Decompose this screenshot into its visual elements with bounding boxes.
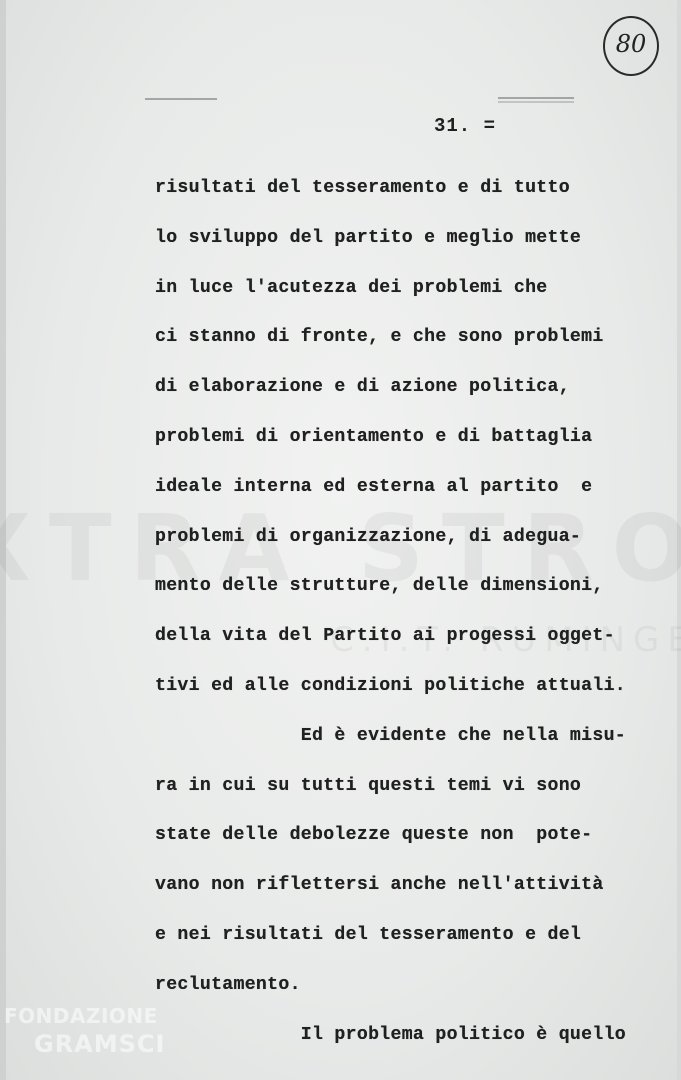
text-line: risultati del tesseramento e di tutto bbox=[155, 178, 570, 198]
text-line: Ed è evidente che nella misu- bbox=[155, 725, 626, 746]
text-line: di elaborazione e di azione politica, bbox=[155, 377, 570, 398]
text-line: reclutamento. bbox=[155, 974, 301, 995]
text-line: problemi di organizzazione, di adegua- bbox=[155, 526, 582, 547]
page-circle-stamp bbox=[603, 16, 659, 76]
text-line: lo sviluppo del partito e meglio mette bbox=[155, 227, 582, 248]
text-line: della vita del Partito ai progessi ogget- bbox=[155, 626, 615, 647]
text-line: state delle debolezze queste non pote- bbox=[155, 825, 593, 846]
header-rule-right-faint bbox=[498, 101, 574, 103]
fondazione-gramsci-logo bbox=[4, 1002, 179, 1080]
text-line: ci stanno di fronte, e che sono problemi bbox=[155, 327, 604, 348]
text-line: vano non riflettersi anche nell'attività bbox=[155, 875, 604, 896]
text-line: mento delle strutture, delle dimensioni, bbox=[155, 576, 604, 597]
header-rule-right bbox=[498, 97, 574, 99]
text-line: ideale interna ed esterna al partito e bbox=[155, 476, 593, 497]
text-line: e nei risultati del tesseramento e del bbox=[155, 925, 582, 945]
typed-page-number: 31. = bbox=[434, 115, 497, 137]
text-line: ra in cui su tutti questi temi vi sono bbox=[155, 775, 582, 796]
header-rule-left bbox=[145, 98, 217, 100]
logo-line-2: GRAMSCI bbox=[34, 1030, 166, 1058]
logo-line-1: FONDAZIONE bbox=[4, 1004, 158, 1028]
text-line: Il problema politico è quello bbox=[155, 1024, 626, 1045]
text-line: problemi di orientamento e di battaglia bbox=[155, 427, 593, 447]
text-line: in luce l'acutezza dei problemi che bbox=[155, 277, 548, 298]
text-line: tivi ed alle condizioni politiche attuali. bbox=[155, 676, 626, 696]
handwritten-page-number: 80 bbox=[615, 30, 647, 58]
